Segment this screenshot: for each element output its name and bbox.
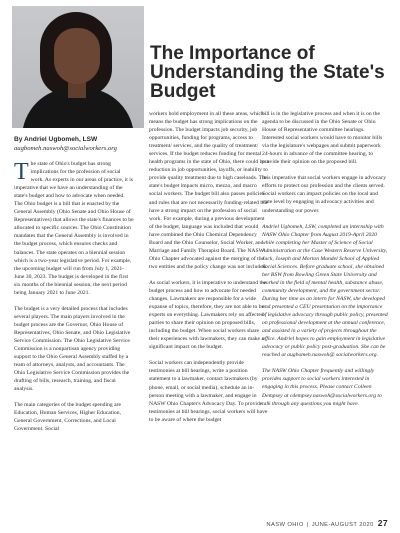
paragraph-text: he state of Ohio's budget has strong implications for the profession of social work. As experts in our areas of practice, it is imperative that we have an understanding of the state's budget and how to advocate when needed. The Ohio budget is a bill that is enacted by the General Assembly (Ohio Senate and Ohio House of Representatives) that allows the state's finances to be allocated to specific sources. The Ohio Constitution mandates that the General Assembly is involved in the budget process, which ensures checks and balances. The state operates on a biennial session which is a two-year legislative period. For example, the upcoming budget will run from July 1, 2021-June 30, 2023. The budget is developed in the first six months of the biennial session, the next period being January 2021 to June 2021.	[14, 161, 134, 296]
column-3	[262, 110, 388, 416]
paragraph: The main categories of the budget spending are Education, Human Services, Higher Education, General Government, Corrections, and Local Government. Social	[14, 402, 121, 433]
bio-paragraph: Andriel Ugbomeh, LSW, completed an internship with NASW Ohio Chapter from August 2019-April 2020 while completing her Master of Science of Social Administration at the Case Western Reserve University, Jack, Joseph and Morton Mandel School of Applied Social Sciences. Before graduate school, she obtained her BSW from Bowling Green State University and worked in the field of mental health, substance abuse, community development, and the government sector. During her time as an intern for NASW, she developed and presented a CEU presentation on the importance of legislative advocacy through public policy, presented on professional development at the annual conference, and assisted in a variety of projects throughout the office. Andriel hopes to gain employment in legislative advocacy or public policy post-graduation. She can be reached at augbomeh.naswoh@ socialworkers.org.	[262, 223, 388, 359]
paragraph: Social workers can independently provide testimonies at bill hearings, write a position statement to a lawmaker, contact lawmakers (by phone, email, or social media), schedule an in-person meeting with a lawmaker, and engage in NASW Ohio Chapter's Advocacy Day. To provide testimonies at bill hearings, social workers will have to be aware of where the budget	[149, 360, 268, 423]
author-name: By Andriel Ugbomeh, LSW	[14, 136, 98, 143]
paragraph	[14, 160, 134, 297]
paragraph: workers hold employment in all these areas, which means the budget has strong implications on the profession. The budget impacts job security, job opportunities, funding for programs, access to treatment/ services, and the quality of treatment/ services. If the budget reduces funding for mental health programs in the state of Ohio, there could be a reduction in job opportunities, layoffs, or inability to provide quality treatment due to high caseloads. The state's budget impacts micro, mezzo, and macro social workers. The budget bill also passes policies and rules that are not necessarily funding-related but have a strong impact on the profession of social work. For example, during a previous development of the budget, language was included that would have combined the Ohio Chemical Dependency Board and the Ohio Counselor, Social Worker, and Marriage and Family Therapist Board. The NASW Ohio Chapter advocated against the merging of the two entities and the policy change was not included.	[149, 111, 269, 270]
issue-date: JUNE-AUGUST 2020	[311, 522, 374, 528]
byline	[14, 136, 144, 153]
article-title: The Importance of Understanding the State's Budget	[150, 43, 385, 102]
column-1	[14, 160, 134, 442]
paragraph: It is imperative that social workers engage in advocacy efforts to protect our profession and the clients served. Social workers can impact policies on the local and state level by engaging in advocacy activities and understanding our power.	[262, 175, 387, 214]
footer-separator: |	[306, 522, 309, 528]
author-bio	[262, 223, 388, 408]
contact-paragraph: The NASW Ohio Chapter frequently and willingly provides support to social workers interested in engaging in this process. Please contact Colleen Dempsey at cdempsey.naswoh@socialworkers.org to talk through any questions you might have.	[262, 368, 382, 407]
paragraph: bill is in the legislative process and when it is on the agenda to be discussed in the Ohio Senate or Ohio House of Representative committee hearings. Interested social workers would have to monitor bills via the legislature's webpages and submit paperwork 24-hours in advance of the committee hearing, to provide their opinion on the proposed bill.	[262, 111, 383, 166]
page-number: 27	[377, 518, 388, 528]
author-photo	[12, 6, 144, 128]
dropcap: T	[14, 159, 29, 185]
photo-face	[54, 28, 100, 84]
page-footer	[266, 518, 388, 528]
column-2	[149, 110, 269, 432]
publication-name: NASW OHIO	[266, 522, 304, 528]
paragraph: As social workers, it is imperative to understand the budget process and how to advocate for needed changes. Lawmakers are responsible for a wide expanse of topics, therefore, they are not able to be experts on everything. Lawmakers rely on affected parties to share their opinion on proposed bills, including the budget. When social workers share their experiences with lawmakers, they can make a significant impact on the budget.	[149, 279, 267, 351]
paragraph: The budget is a very detailed process that includes several players. The main players involved in the budget process are the Governor, Ohio House of Representatives, Ohio Senate, and Ohio Legislative Service Commission. The Ohio Legislative Service Commission is a nonpartisan agency providing support to the Ohio General Assembly staffed by a team of attorneys, analysts, and accountants. The Ohio Legislative Service Commission provides the drafting of bills, research, training, and fiscal analysis.	[14, 305, 131, 393]
author-email[interactable]: augbomeh.naswoh@socialworkers.org	[14, 144, 117, 152]
